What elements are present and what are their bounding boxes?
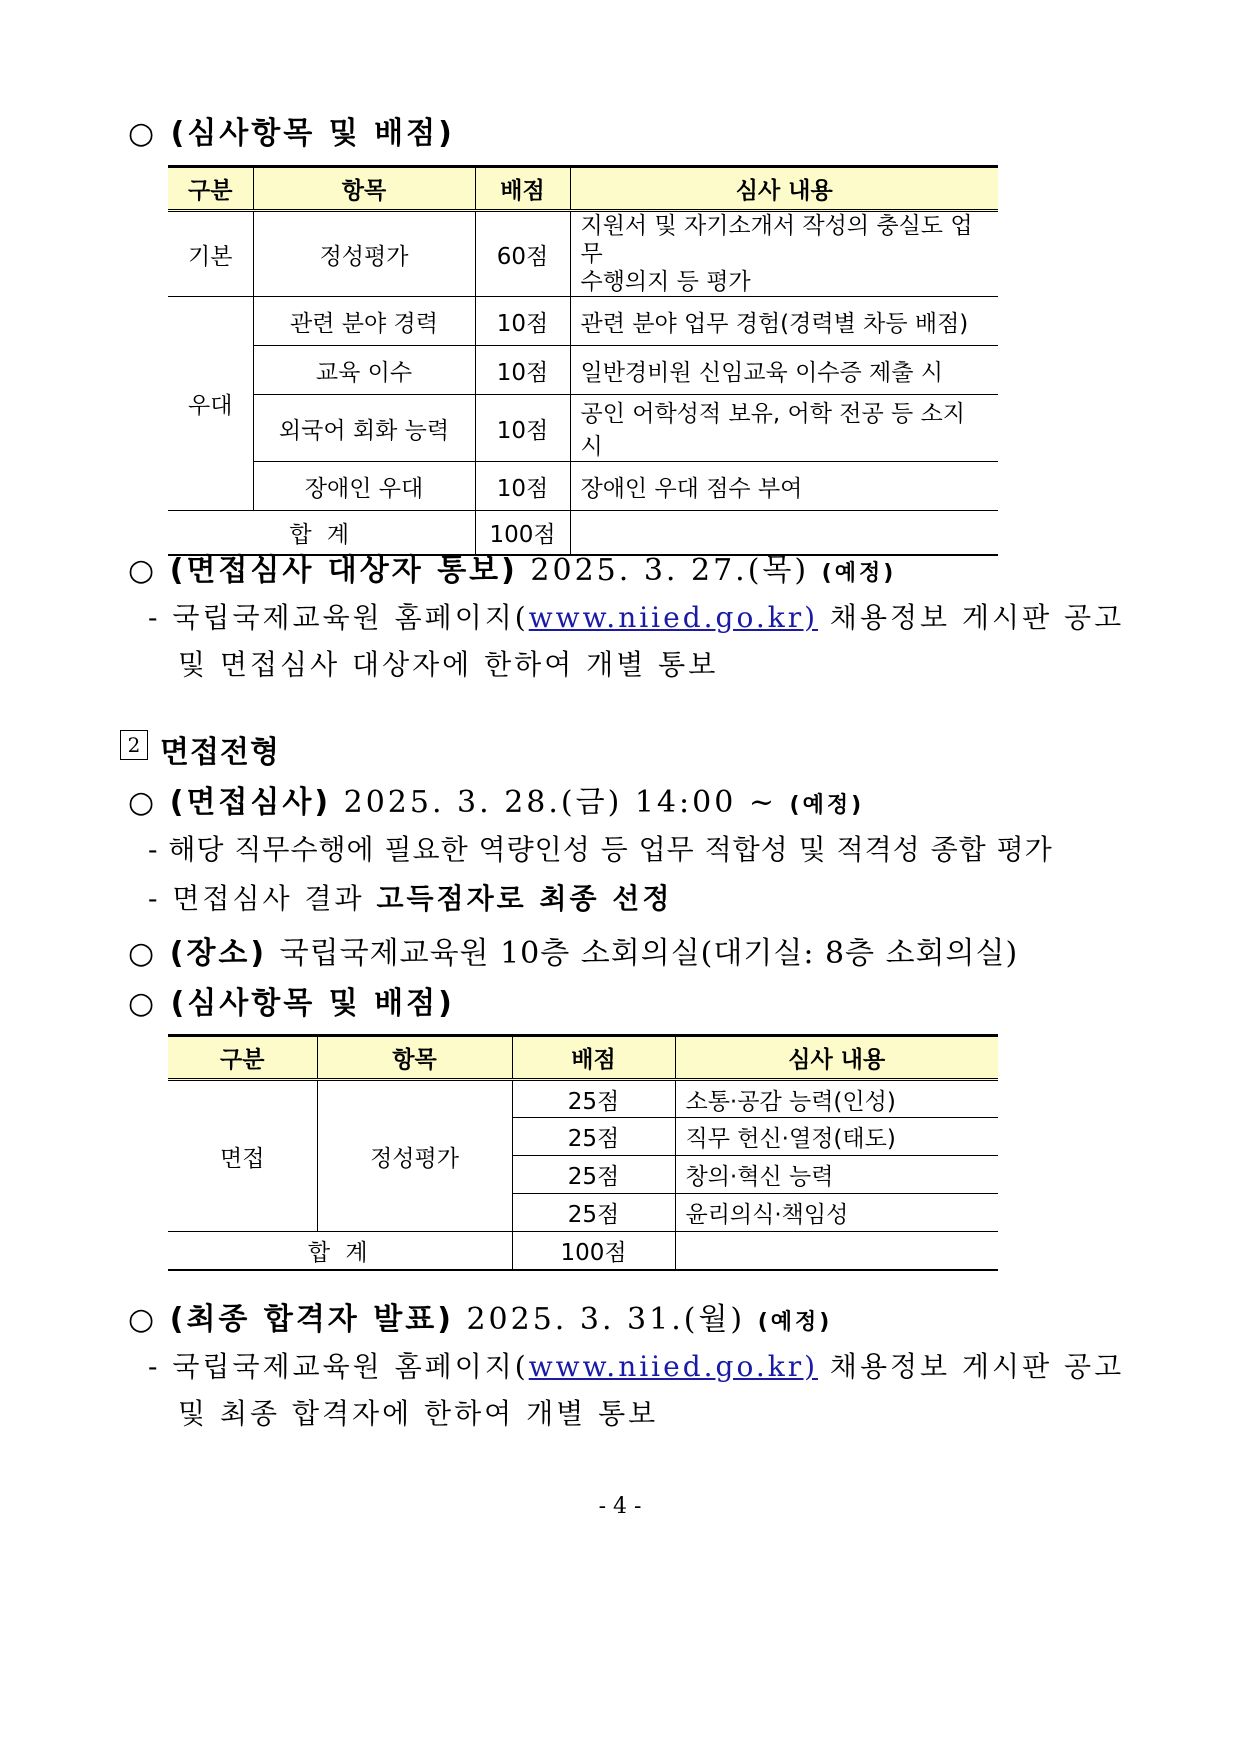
score-cell: 25점 bbox=[512, 1118, 675, 1156]
category-cell: 면접 bbox=[168, 1080, 317, 1232]
total-label: 합 계 bbox=[168, 511, 475, 555]
content-cell: 관련 분야 업무 경험(경력별 차등 배점) bbox=[570, 297, 998, 346]
content-cell: 공인 어학성적 보유, 어학 전공 등 소지 시 bbox=[570, 395, 998, 462]
notice-planned: (예정) bbox=[757, 1310, 833, 1335]
score-cell: 60점 bbox=[475, 211, 570, 297]
score-cell: 10점 bbox=[475, 462, 570, 511]
table-row bbox=[168, 297, 998, 346]
interview-planned: (예정) bbox=[789, 793, 865, 818]
section-heading-criteria: ○ (심사항목 및 배점) bbox=[128, 116, 455, 151]
content-cell: 창의·혁신 능력 bbox=[675, 1156, 998, 1194]
interview-criteria-table bbox=[168, 1034, 998, 1271]
notice-description bbox=[148, 1345, 1124, 1385]
content-line: 수행의지 등 평가 bbox=[580, 269, 751, 295]
section-number-box: 2 bbox=[120, 730, 148, 760]
interview-title: (면접심사) bbox=[169, 785, 332, 820]
desc-suffix: 채용정보 게시판 공고 bbox=[818, 1350, 1125, 1383]
category-cell: 기본 bbox=[168, 211, 253, 297]
table-header: 구분 bbox=[168, 1036, 317, 1080]
section-heading-criteria-2: ○ (심사항목 및 배점) bbox=[128, 986, 455, 1021]
notice-description-line2: 및 최종 합격자에 한하여 개별 통보 bbox=[178, 1397, 659, 1430]
total-label: 합 계 bbox=[168, 1232, 512, 1270]
desc-prefix: - 면접심사 결과 bbox=[148, 882, 377, 915]
score-cell: 25점 bbox=[512, 1156, 675, 1194]
content-cell: 소통·공감 능력(인성) bbox=[675, 1080, 998, 1118]
content-cell: 장애인 우대 점수 부여 bbox=[570, 462, 998, 511]
interview-place bbox=[128, 928, 1018, 972]
desc-suffix: 채용정보 게시판 공고 bbox=[818, 601, 1125, 634]
item-cell: 관련 분야 경력 bbox=[253, 297, 475, 346]
notice-title: (면접심사 대상자 통보) bbox=[169, 553, 518, 588]
interview-schedule bbox=[128, 777, 864, 821]
score-cell: 10점 bbox=[475, 395, 570, 462]
empty-cell bbox=[675, 1232, 998, 1270]
table-header: 심사 내용 bbox=[675, 1036, 998, 1080]
item-cell: 외국어 회화 능력 bbox=[253, 395, 475, 462]
interview-date: 2025. 3. 28.(금) 14:00 ~ bbox=[343, 785, 777, 820]
table-row bbox=[168, 346, 998, 395]
content-cell: 일반경비원 신임교육 이수증 제출 시 bbox=[570, 346, 998, 395]
notice-planned: (예정) bbox=[821, 561, 897, 586]
table-total-row bbox=[168, 1232, 998, 1270]
page-number: - 4 - bbox=[598, 1494, 642, 1519]
table-header: 배점 bbox=[475, 167, 570, 211]
niied-link[interactable]: www.niied.go.kr) bbox=[528, 601, 818, 634]
item-cell: 정성평가 bbox=[317, 1080, 512, 1232]
score-cell: 10점 bbox=[475, 346, 570, 395]
item-cell: 장애인 우대 bbox=[253, 462, 475, 511]
item-cell: 정성평가 bbox=[253, 211, 475, 297]
interview-desc-1: - 해당 직무수행에 필요한 역량인성 등 업무 적합성 및 적격성 종합 평가 bbox=[148, 833, 1053, 866]
notice-interview-candidates bbox=[128, 545, 896, 589]
notice-description-line2: 및 면접심사 대상자에 한하여 개별 통보 bbox=[178, 648, 719, 681]
item-cell: 교육 이수 bbox=[253, 346, 475, 395]
category-cell: 우대 bbox=[168, 297, 253, 511]
total-score: 100점 bbox=[512, 1232, 675, 1270]
desc-prefix: - 국립국제교육원 홈페이지( bbox=[148, 1350, 529, 1383]
table-row bbox=[168, 1080, 998, 1118]
bullet: ○ bbox=[128, 553, 158, 588]
bullet: ○ bbox=[128, 936, 158, 971]
table-header: 항목 bbox=[317, 1036, 512, 1080]
content-cell: 직무 헌신·열정(태도) bbox=[675, 1118, 998, 1156]
table-row bbox=[168, 462, 998, 511]
notice-final-results bbox=[128, 1294, 832, 1338]
desc-prefix: - 국립국제교육원 홈페이지( bbox=[148, 601, 529, 634]
table-header: 심사 내용 bbox=[570, 167, 998, 211]
niied-link[interactable]: www.niied.go.kr) bbox=[528, 1350, 818, 1383]
table-header: 배점 bbox=[512, 1036, 675, 1080]
bullet: ○ bbox=[128, 785, 158, 820]
notice-title: (최종 합격자 발표) bbox=[169, 1302, 454, 1337]
content-line: 지원서 및 자기소개서 작성의 충실도 업무 bbox=[580, 213, 973, 267]
document-criteria-table bbox=[168, 165, 998, 556]
score-cell: 25점 bbox=[512, 1080, 675, 1118]
table-header: 항목 bbox=[253, 167, 475, 211]
score-cell: 10점 bbox=[475, 297, 570, 346]
score-cell: 25점 bbox=[512, 1194, 675, 1232]
desc-bold: 고득점자로 최종 선정 bbox=[376, 882, 673, 915]
total-score: 100점 bbox=[475, 511, 570, 555]
bullet: ○ bbox=[128, 1302, 158, 1337]
content-cell bbox=[570, 211, 998, 297]
notice-date: 2025. 3. 31.(월) bbox=[466, 1302, 746, 1337]
table-row bbox=[168, 211, 998, 297]
place-title: (장소) bbox=[169, 936, 268, 971]
notice-description bbox=[148, 596, 1124, 636]
table-row bbox=[168, 395, 998, 462]
place-text: 국립국제교육원 10층 소회의실(대기실: 8층 소회의실) bbox=[279, 936, 1019, 971]
content-cell: 윤리의식·책임성 bbox=[675, 1194, 998, 1232]
section-title: 면접전형 bbox=[160, 735, 280, 770]
table-header: 구분 bbox=[168, 167, 253, 211]
interview-desc-2 bbox=[148, 877, 672, 917]
notice-date: 2025. 3. 27.(목) bbox=[530, 553, 810, 588]
